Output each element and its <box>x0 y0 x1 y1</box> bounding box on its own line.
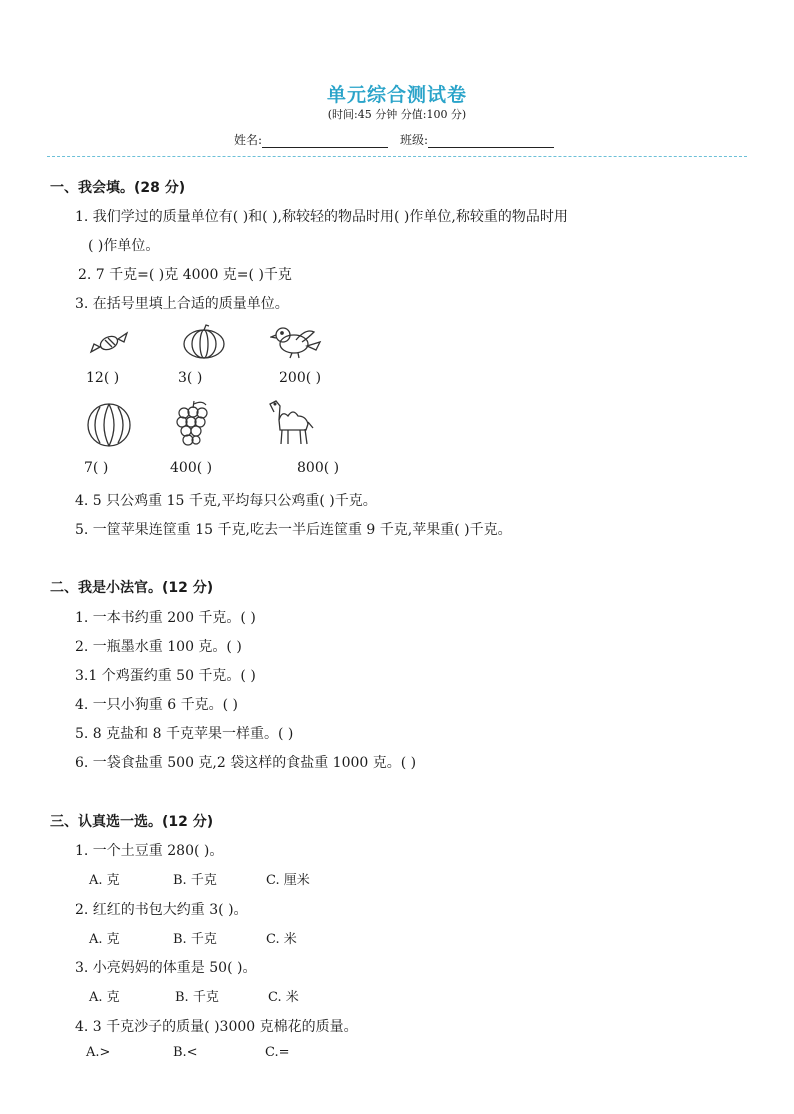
item-bird-answer[interactable]: 200( ) <box>279 370 322 386</box>
question-1-4: 4. 5 只公鸡重 15 千克,平均每只公鸡重( )千克。 <box>75 493 377 509</box>
class-field[interactable] <box>400 131 554 148</box>
question-1-1-line-1: 1. 我们学过的质量单位有( )和( ),称较轻的物品时用( )作单位,称较重的物品时用 <box>75 209 568 225</box>
choice-option[interactable]: C. 米 <box>266 932 297 947</box>
question-1-2: 2. 7 千克=( )克 4000 克=( )千克 <box>78 267 292 283</box>
choice-question: 4. 3 千克沙子的质量( )3000 克棉花的质量。 <box>75 1019 358 1035</box>
judge-question: 1. 一本书约重 200 千克。( ) <box>75 610 256 626</box>
class-label: 班级: <box>400 133 429 147</box>
section-3-heading: 三、认真选一选。(12 分) <box>50 814 214 830</box>
choice-option[interactable]: B. 千克 <box>173 873 217 888</box>
choice-question: 2. 红红的书包大约重 3( )。 <box>75 902 248 918</box>
name-label: 姓名: <box>234 133 263 147</box>
judge-question: 2. 一瓶墨水重 100 克。( ) <box>75 639 242 655</box>
item-camel-answer[interactable]: 800( ) <box>297 460 340 476</box>
section-2-heading: 二、我是小法官。(12 分) <box>50 580 214 596</box>
judge-question: 3.1 个鸡蛋约重 50 千克。( ) <box>75 668 256 684</box>
bird-icon <box>270 320 322 360</box>
choice-option[interactable]: A.> <box>86 1045 111 1060</box>
choice-option[interactable]: A. 克 <box>89 990 120 1005</box>
class-blank[interactable] <box>428 134 554 148</box>
judge-question: 6. 一袋食盐重 500 克,2 袋这样的食盐重 1000 克。( ) <box>75 755 417 771</box>
choice-option[interactable]: B.< <box>173 1045 198 1060</box>
judge-question: 5. 8 克盐和 8 千克苹果一样重。( ) <box>75 726 294 742</box>
pumpkin-icon <box>182 324 226 360</box>
name-blank[interactable] <box>262 134 388 148</box>
item-watermelon-answer[interactable]: 7( ) <box>84 460 109 476</box>
question-1-1-line-2: ( )作单位。 <box>88 238 160 254</box>
question-1-5: 5. 一筐苹果连筐重 15 千克,吃去一半后连筐重 9 千克,苹果重( )千克。 <box>75 522 512 538</box>
choice-option[interactable]: C. 厘米 <box>266 873 310 888</box>
choice-option[interactable]: C. 米 <box>268 990 299 1005</box>
section-1-heading: 一、我会填。(28 分) <box>50 180 186 196</box>
question-1-3: 3. 在括号里填上合适的质量单位。 <box>75 296 289 312</box>
choice-option[interactable]: B. 千克 <box>173 932 217 947</box>
camel-icon <box>266 398 318 448</box>
choice-question: 3. 小亮妈妈的体重是 50( )。 <box>75 960 257 976</box>
candy-icon <box>88 328 130 356</box>
choice-question: 1. 一个土豆重 280( )。 <box>75 843 224 859</box>
grapes-icon <box>174 400 212 450</box>
exam-time-score: (时间:45 分钟 分值:100 分) <box>327 108 467 121</box>
choice-option[interactable]: C.= <box>265 1045 290 1060</box>
divider <box>47 156 747 157</box>
choice-option[interactable]: A. 克 <box>89 932 120 947</box>
choice-option[interactable]: A. 克 <box>89 873 120 888</box>
item-pumpkin-answer[interactable]: 3( ) <box>178 370 203 386</box>
item-candy-answer[interactable]: 12( ) <box>86 370 120 386</box>
item-grapes-answer[interactable]: 400( ) <box>170 460 213 476</box>
watermelon-icon <box>86 402 132 448</box>
page-title: 单元综合测试卷 <box>326 84 467 106</box>
judge-question: 4. 一只小狗重 6 千克。( ) <box>75 697 238 713</box>
choice-option[interactable]: B. 千克 <box>175 990 219 1005</box>
name-field[interactable] <box>234 131 388 148</box>
